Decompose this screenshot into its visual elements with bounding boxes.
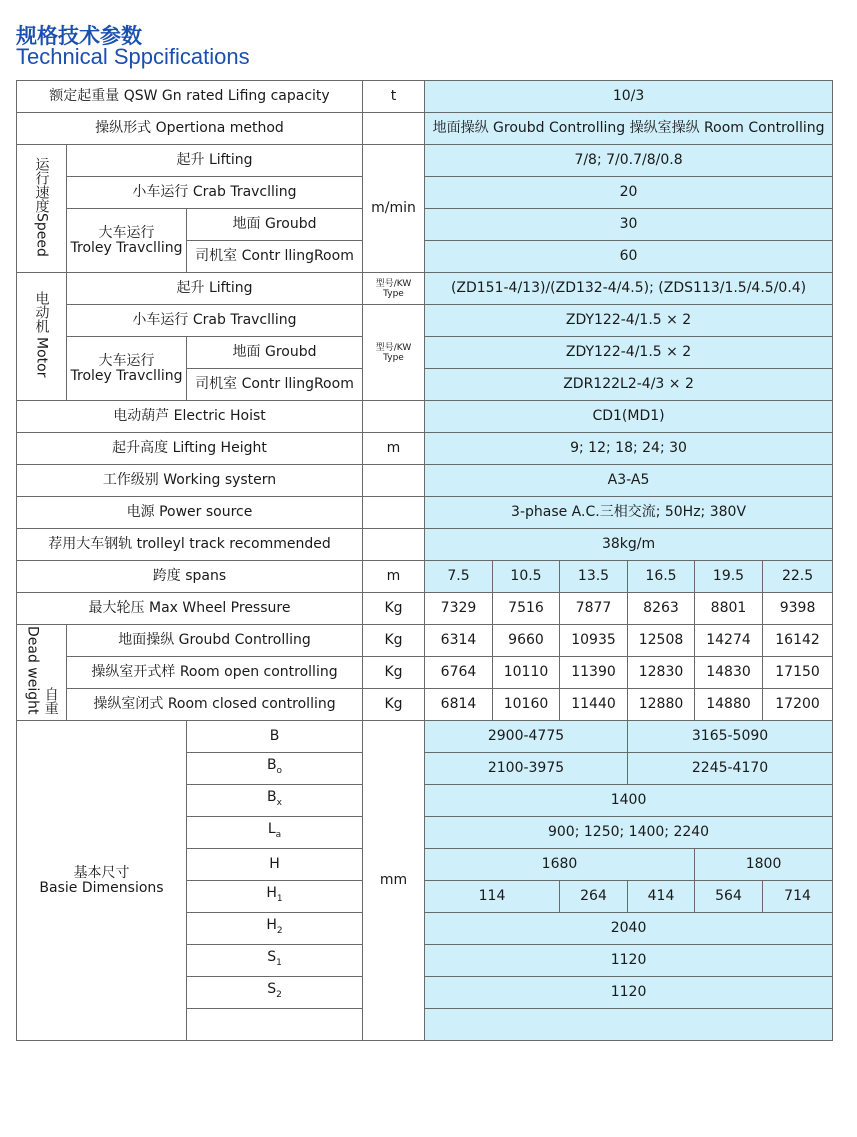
wheel-value: 7877	[560, 593, 628, 625]
motor-room-value: ZDR122L2-4/3 × 2	[425, 369, 833, 401]
operation-label: 操纵形式 Opertiona method	[17, 113, 363, 145]
hoist-label: 电动葫芦 Electric Hoist	[17, 401, 363, 433]
dead-weight-en: Dead weight	[24, 626, 41, 715]
dw-ground-value: 6314	[425, 625, 493, 657]
motor-ground-value: ZDY122-4/1.5 × 2	[425, 337, 833, 369]
hoist-unit	[363, 401, 425, 433]
motor-group-label	[17, 273, 67, 401]
dw-ground-value: 12508	[628, 625, 695, 657]
speed-trolley-label	[67, 209, 187, 273]
rated-capacity-value: 10/3	[425, 81, 833, 113]
speed-room-label: 司机室 Contr llingRoom	[187, 241, 363, 273]
dw-unit: Kg	[363, 625, 425, 657]
speed-trolley-label-en: Troley Travclling	[70, 239, 183, 256]
wheel-label: 最大轮压 Max Wheel Pressure	[17, 593, 363, 625]
dims-label-en: Basie Dimensions	[39, 879, 164, 896]
dim-h1-label: $H_1$	[187, 881, 363, 913]
span-value: 10.5	[493, 561, 560, 593]
lift-height-unit: m	[363, 433, 425, 465]
motor-group-en: Motor	[33, 337, 50, 378]
dw-open-value: 17150	[763, 657, 833, 689]
dim-h1-value: 414	[628, 881, 695, 913]
table-row	[17, 273, 833, 305]
table-row	[17, 689, 833, 721]
table-row	[17, 401, 833, 433]
table-row	[17, 657, 833, 689]
speed-unit: m/min	[363, 145, 425, 273]
power-label: 电源 Power source	[17, 497, 363, 529]
work-class-value: A3-A5	[425, 465, 833, 497]
power-value: 3-phase A.C.三相交流; 50Hz; 380V	[425, 497, 833, 529]
table-row	[17, 497, 833, 529]
speed-lifting-value: 7/8; 7/0.7/8/0.8	[425, 145, 833, 177]
motor-lifting-label: 起升 Lifting	[67, 273, 363, 305]
dim-h2-value: 2040	[425, 913, 833, 945]
dw-unit: Kg	[363, 657, 425, 689]
operation-unit	[363, 113, 425, 145]
dim-h-value-2: 1800	[695, 849, 833, 881]
motor-type-unit-2: 型号/KW Type	[363, 305, 425, 401]
dim-h1-value: 714	[763, 881, 833, 913]
table-row	[17, 465, 833, 497]
operation-value: 地面操纵 Groubd Controlling 操纵室操纵 Room Controlling	[425, 113, 833, 145]
motor-crab-label: 小车运行 Crab Travclling	[67, 305, 363, 337]
dw-open-value: 6764	[425, 657, 493, 689]
speed-lifting-label: 起升 Lifting	[67, 145, 363, 177]
table-row	[17, 337, 833, 369]
page-title-cn: 规格技术参数	[16, 24, 142, 48]
dw-open-value: 11390	[560, 657, 628, 689]
page-title-en: Technical Sppcifications	[16, 44, 250, 69]
dim-la-value: 900; 1250; 1400; 2240	[425, 817, 833, 849]
dw-unit: Kg	[363, 689, 425, 721]
dim-h1-value: 264	[560, 881, 628, 913]
span-value: 13.5	[560, 561, 628, 593]
motor-room-label: 司机室 Contr llingRoom	[187, 369, 363, 401]
dim-bo-value-2: 2245-4170	[628, 753, 833, 785]
speed-room-value: 60	[425, 241, 833, 273]
table-row	[17, 625, 833, 657]
dim-b-value-1: 2900-4775	[425, 721, 628, 753]
dw-closed-value: 12880	[628, 689, 695, 721]
table-row	[17, 209, 833, 241]
speed-group-label: 运行速度Speed	[17, 145, 67, 273]
span-value: 7.5	[425, 561, 493, 593]
table-row	[17, 561, 833, 593]
speed-trolley-label-cn: 大车运行	[98, 224, 155, 241]
rated-capacity-label: 额定起重量 QSW Gn rated Lifing capacity	[17, 81, 363, 113]
work-class-label: 工作级别 Working systern	[17, 465, 363, 497]
dim-h1-value: 114	[425, 881, 560, 913]
dim-bx-label: $B_x$	[187, 785, 363, 817]
motor-crab-value: ZDY122-4/1.5 × 2	[425, 305, 833, 337]
motor-lifting-value: (ZD151-4/13)/(ZD132-4/4.5); (ZDS113/1.5/4.5/0.4)	[425, 273, 833, 305]
dw-ground-value: 9660	[493, 625, 560, 657]
dim-s1-value: 1120	[425, 945, 833, 977]
dw-closed-label: 操纵室闭式 Room closed controlling	[67, 689, 363, 721]
dw-closed-value: 10160	[493, 689, 560, 721]
motor-trolley-label-cn: 大车运行	[98, 352, 155, 369]
wheel-value: 8263	[628, 593, 695, 625]
table-row	[17, 145, 833, 177]
dw-open-value: 12830	[628, 657, 695, 689]
dw-ground-value: 14274	[695, 625, 763, 657]
wheel-value: 7329	[425, 593, 493, 625]
dim-b-value-2: 3165-5090	[628, 721, 833, 753]
track-value: 38kg/m	[425, 529, 833, 561]
dim-s1-label: $S_1$	[187, 945, 363, 977]
spans-unit: m	[363, 561, 425, 593]
rated-capacity-unit: t	[363, 81, 425, 113]
dw-open-label: 操纵室开式样 Room open controlling	[67, 657, 363, 689]
span-value: 16.5	[628, 561, 695, 593]
table-row	[17, 593, 833, 625]
motor-group-cn: 电动机	[33, 291, 50, 334]
dim-h1-value: 564	[695, 881, 763, 913]
dw-ground-label: 地面操纵 Groubd Controlling	[67, 625, 363, 657]
wheel-value: 7516	[493, 593, 560, 625]
table-row	[17, 305, 833, 337]
lift-height-value: 9; 12; 18; 24; 30	[425, 433, 833, 465]
work-class-unit	[363, 465, 425, 497]
dead-weight-group	[17, 625, 67, 721]
dim-bo-value-1: 2100-3975	[425, 753, 628, 785]
wheel-value: 8801	[695, 593, 763, 625]
dw-open-value: 10110	[493, 657, 560, 689]
dim-empty-label	[187, 1009, 363, 1041]
table-row	[17, 113, 833, 145]
dim-b-label: B	[187, 721, 363, 753]
hoist-value: CD1(MD1)	[425, 401, 833, 433]
span-value: 22.5	[763, 561, 833, 593]
dw-ground-value: 10935	[560, 625, 628, 657]
dw-closed-value: 11440	[560, 689, 628, 721]
dim-bx-value: 1400	[425, 785, 833, 817]
dim-h-value-1: 1680	[425, 849, 695, 881]
table-row	[17, 81, 833, 113]
dw-ground-value: 16142	[763, 625, 833, 657]
motor-trolley-label	[67, 337, 187, 401]
dead-weight-cn: 自重	[42, 686, 59, 715]
dim-s2-label: $S_2$	[187, 977, 363, 1009]
speed-ground-label: 地面 Groubd	[187, 209, 363, 241]
span-value: 19.5	[695, 561, 763, 593]
dw-closed-value: 14880	[695, 689, 763, 721]
track-label: 荐用大车钢轨 trolleyl track recommended	[17, 529, 363, 561]
wheel-unit: Kg	[363, 593, 425, 625]
dw-closed-value: 17200	[763, 689, 833, 721]
speed-crab-value: 20	[425, 177, 833, 209]
spans-label: 跨度 spans	[17, 561, 363, 593]
dims-label-cn: 基本尺寸	[73, 864, 130, 881]
motor-type-unit-1: 型号/KW Type	[363, 273, 425, 305]
spec-table	[16, 80, 833, 1041]
table-row	[17, 721, 833, 753]
dims-unit: mm	[363, 721, 425, 1041]
wheel-value: 9398	[763, 593, 833, 625]
dim-h-label: H	[187, 849, 363, 881]
table-row	[17, 433, 833, 465]
lift-height-label: 起升高度 Lifting Height	[17, 433, 363, 465]
dw-open-value: 14830	[695, 657, 763, 689]
dim-s2-value: 1120	[425, 977, 833, 1009]
motor-ground-label: 地面 Groubd	[187, 337, 363, 369]
dim-empty-value	[425, 1009, 833, 1041]
speed-crab-label: 小车运行 Crab Travclling	[67, 177, 363, 209]
speed-ground-value: 30	[425, 209, 833, 241]
table-row	[17, 529, 833, 561]
dim-h2-label: $H_2$	[187, 913, 363, 945]
track-unit	[363, 529, 425, 561]
dims-label	[17, 721, 187, 1041]
power-unit	[363, 497, 425, 529]
motor-trolley-label-en: Troley Travclling	[70, 367, 183, 384]
dim-bo-label: $B_o$	[187, 753, 363, 785]
dw-closed-value: 6814	[425, 689, 493, 721]
dim-la-label: $L_a$	[187, 817, 363, 849]
table-row	[17, 177, 833, 209]
